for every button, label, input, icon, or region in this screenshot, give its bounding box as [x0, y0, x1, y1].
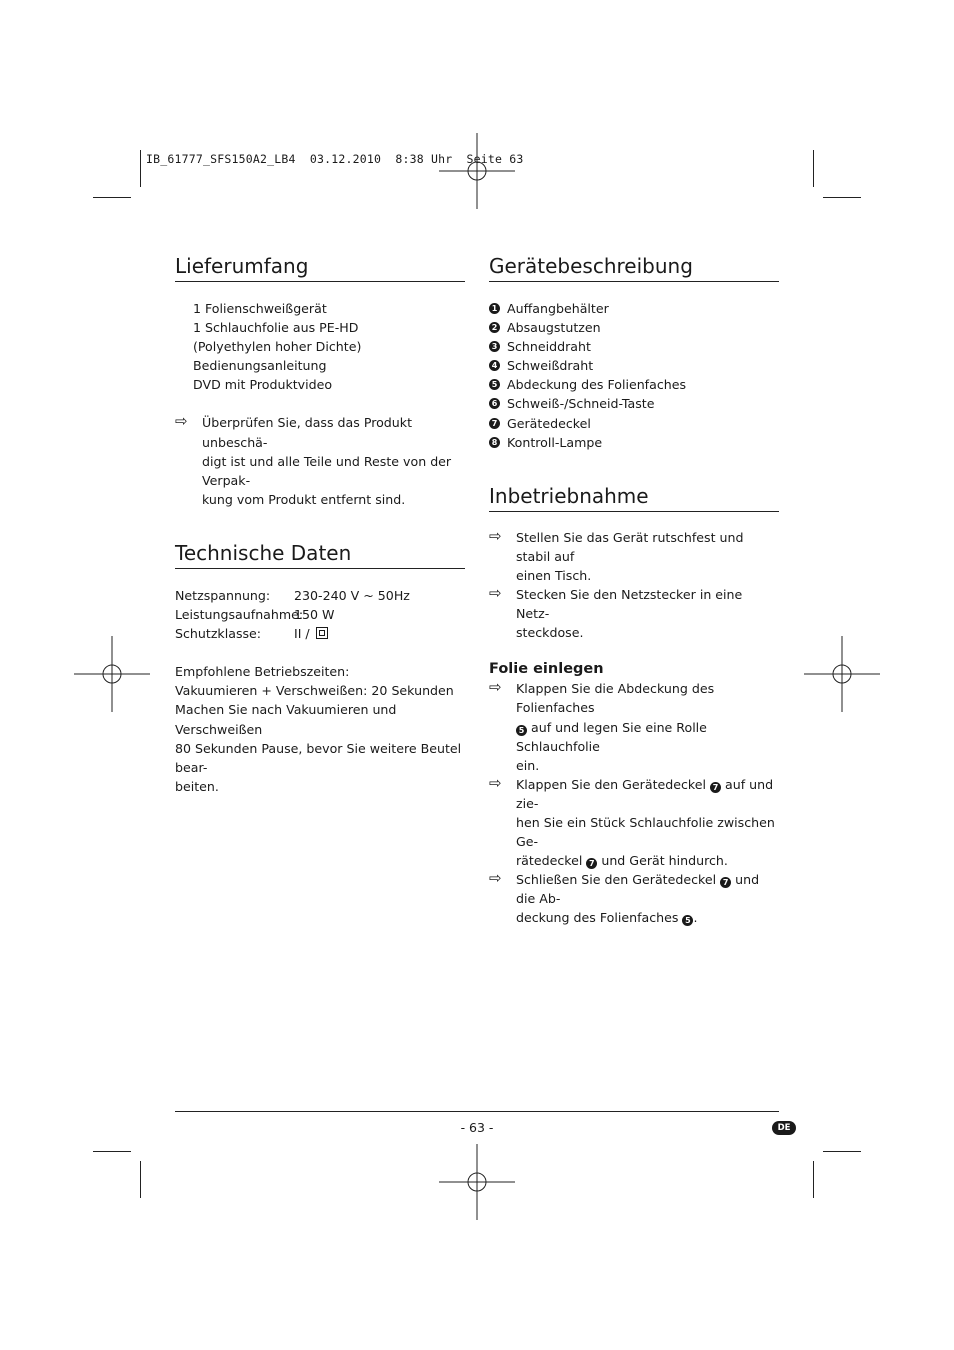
list-item: 6 Schweiß-/Schneid-Taste [489, 394, 779, 413]
list-item: DVD mit Produktvideo [193, 377, 333, 393]
folie-einlegen-heading: Folie einlegen [489, 661, 604, 678]
arrow-right-icon: ⇨ [489, 678, 502, 697]
number-badge-icon: 6 [489, 398, 500, 409]
list-item: 4 Schweißdraht [489, 356, 779, 375]
number-badge-icon: 7 [489, 418, 500, 429]
step-item: ⇨ Stellen Sie das Gerät rutschfest und stabil auf einen Tisch. [489, 526, 744, 583]
footer-rule [175, 1111, 779, 1112]
spec-row: Netzspannung: 230-240 V ~ 50Hz [175, 587, 410, 603]
spec-table [175, 586, 465, 643]
lieferumfang-note: ⇨ Überprüfen Sie, dass das Produkt unbeschä- digt ist und alle Teile und Reste von der Verpak- kung vom Produkt entfernt sind. [175, 412, 452, 507]
language-badge: DE [772, 1121, 796, 1135]
technische-daten-heading: Technische Daten [175, 540, 465, 569]
geraetebeschreibung-heading: Gerätebeschreibung [489, 253, 779, 282]
lieferumfang-list [175, 299, 465, 394]
list-item: (Polyethylen hoher Dichte) [193, 339, 362, 355]
lieferumfang-heading: Lieferumfang [175, 253, 465, 282]
arrow-right-icon: ⇨ [489, 773, 502, 792]
list-item: 2 Absaugstutzen [489, 318, 779, 337]
step-item: ⇨ Klappen Sie die Abdeckung des Folienfaches 5 auf und legen Sie eine Rolle Schlauchfolie ein. [489, 678, 715, 773]
spec-row: Schutzklasse: II / [175, 624, 465, 643]
number-badge-icon: 7 [710, 782, 721, 793]
inbetriebnahme-heading: Inbetriebnahme [489, 483, 779, 512]
number-badge-icon: 7 [720, 877, 731, 888]
number-badge-icon: 5 [516, 725, 527, 736]
spec-row: Leistungsaufnahme: 150 W [175, 607, 335, 623]
arrow-right-icon: ⇨ [489, 584, 502, 603]
list-item: Bedienungsanleitung [193, 358, 327, 374]
list-item: 1 Auffangbehälter [489, 299, 779, 318]
folie-steps [489, 679, 779, 927]
list-item: 5 Abdeckung des Folienfaches [489, 375, 779, 394]
number-badge-icon: 2 [489, 322, 500, 333]
inbetriebnahme-steps [489, 528, 779, 643]
number-badge-icon: 4 [489, 360, 500, 371]
step-item: ⇨ Schließen Sie den Gerätedeckel 7 und die Ab- deckung des Folienfaches 5 . [489, 869, 760, 926]
print-slug: IB_61777_SFS150A2_LB4 03.12.2010 8:38 Uhr Seite 63 [146, 152, 524, 166]
protection-class-icon [316, 627, 328, 639]
page-number: - 63 - [460, 1120, 494, 1135]
registration-mark-top [439, 133, 515, 209]
number-badge-icon: 5 [489, 379, 500, 390]
step-item: ⇨ Stecken Sie den Netzstecker in eine Netz- steckdose. [489, 584, 743, 641]
arrow-right-icon: ⇨ [175, 412, 188, 431]
number-badge-icon: 5 [682, 915, 693, 926]
registration-mark-bottom [439, 1144, 515, 1220]
left-column [175, 253, 465, 796]
number-badge-icon: 3 [489, 341, 500, 352]
number-badge-icon: 1 [489, 303, 500, 314]
right-column [489, 253, 779, 928]
arrow-right-icon: ⇨ [489, 869, 502, 888]
arrow-right-icon: ⇨ [489, 526, 502, 545]
parts-list [489, 299, 779, 452]
list-item: 3 Schneiddraht [489, 337, 779, 356]
list-item: 7 Gerätedeckel [489, 414, 779, 433]
number-badge-icon: 7 [586, 858, 597, 869]
list-item: 1 Folienschweißgerät [193, 301, 327, 316]
operating-times: Empfohlene Betriebszeiten: Vakuumieren + Verschweißen: 20 Sekunden Machen Sie nach Vakuumieren und Verschweißen 80 Sekunden Pause, bevor Sie weitere Beutel bear- beiten. [175, 664, 462, 794]
step-item: ⇨ Klappen Sie den Gerätedeckel 7 auf und zie- hen Sie ein Stück Schlauchfolie zwischen Ge- rätedeckel 7 und Gerät hindurch. [489, 773, 775, 869]
registration-mark-left [74, 636, 150, 712]
registration-mark-right [804, 636, 880, 712]
list-item: 8 Kontroll-Lampe [489, 433, 779, 452]
list-item: 1 Schlauchfolie aus PE-HD [193, 320, 359, 336]
number-badge-icon: 8 [489, 437, 500, 448]
